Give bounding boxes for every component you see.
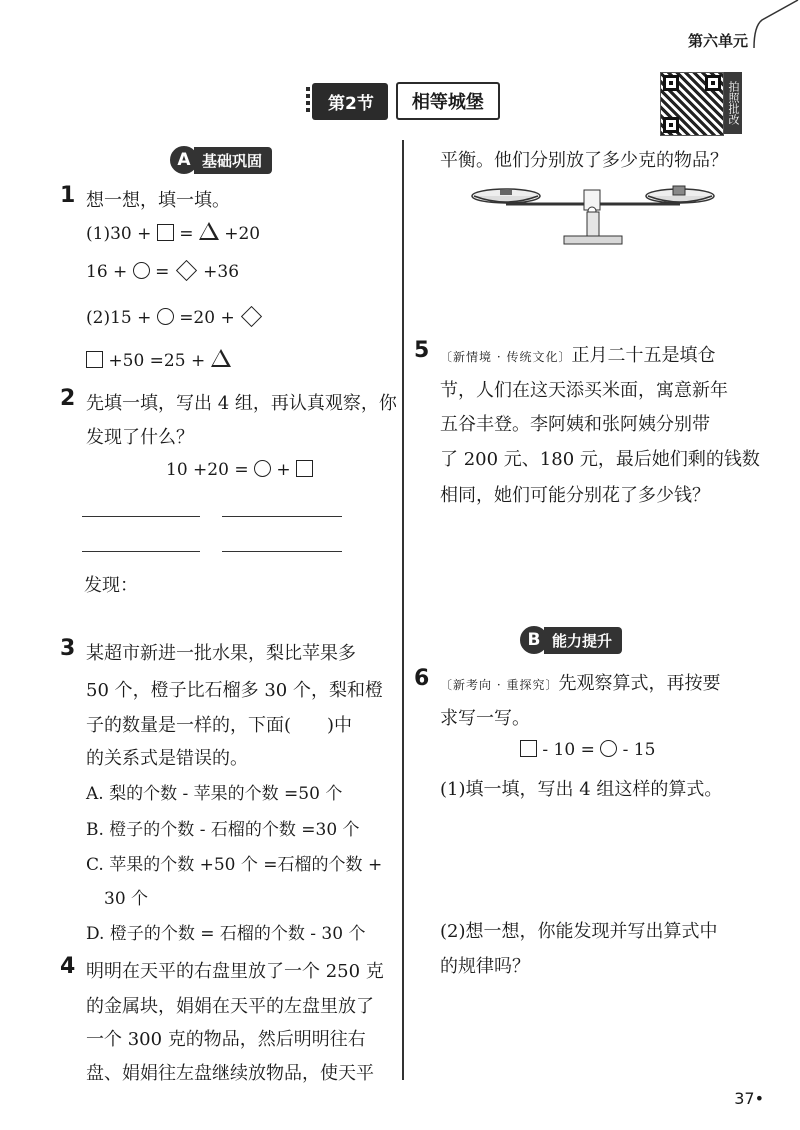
unit-label: 第六单元 — [687, 32, 748, 50]
circle-blank[interactable] — [254, 460, 271, 477]
q6-part2-line2: 的规律吗？ — [440, 956, 530, 977]
q5-line: 相同，她们可能分别花了多少钱？ — [440, 485, 710, 506]
section-name: 相等城堡 — [396, 82, 500, 120]
section-a-badge — [170, 146, 272, 174]
answer-line[interactable] — [82, 551, 200, 552]
q6-part1: (1)填一填，写出 4 组这样的算式。 — [440, 779, 723, 800]
section-title — [312, 84, 500, 118]
q3-option-b[interactable]: B. 橙子的个数 - 石榴的个数 =30 个 — [86, 820, 360, 840]
q2-equation: 10 +20 = + — [166, 460, 313, 480]
diamond-blank[interactable] — [241, 306, 262, 327]
section-a-label: 基础巩固 — [194, 147, 272, 174]
q6-line1: 〔新考向 · 重探究〕先观察算式，再按要 — [440, 673, 721, 694]
q4-line: 明明在天平的右盘里放了一个 250 克 — [86, 961, 384, 982]
q4-line: 一个 300 克的物品，然后明明往右 — [86, 1029, 366, 1050]
q6-equation: - 10 = - 15 — [520, 740, 655, 760]
q1-line4: +50 =25 + — [86, 349, 231, 371]
q4-continuation: 平衡。他们分别放了多少克的物品？ — [440, 150, 728, 171]
q5-line: 节，人们在这天添买米面，寓意新年 — [440, 380, 728, 401]
q4-line: 的金属块，娟娟在天平的左盘里放了 — [86, 996, 374, 1017]
q3-option-c-cont: 30 个 — [104, 889, 149, 909]
q3-option-a[interactable]: A. 梨的个数 - 苹果的个数 =50 个 — [86, 784, 343, 804]
q3-line: 50 个，橙子比石榴多 30 个，梨和橙 — [86, 680, 383, 701]
q1-stem: 想一想，填一填。 — [86, 190, 230, 211]
q3-option-d[interactable]: D. 橙子的个数 = 石榴的个数 - 30 个 — [86, 924, 366, 944]
circle-blank[interactable] — [133, 262, 150, 279]
answer-line[interactable] — [222, 551, 342, 552]
section-number: 第2节 — [312, 83, 388, 120]
q1-line3: (2)15 + =20 + — [86, 308, 263, 328]
q4-line: 盘、娟娟往左盘继续放物品，使天平 — [86, 1063, 374, 1084]
q5-line: 五谷丰登。李阿姨和张阿姨分别带 — [440, 414, 710, 435]
q6-part2-line1: (2)想一想，你能发现并写出算式中 — [440, 921, 718, 942]
triangle-blank[interactable] — [199, 222, 219, 240]
q4-number: 4 — [60, 954, 76, 979]
answer-line[interactable] — [82, 516, 200, 517]
q3-line: 子的数量是一样的，下面( )中 — [86, 715, 353, 736]
circle-blank[interactable] — [600, 740, 617, 757]
q3-line: 的关系式是错误的。 — [86, 748, 248, 769]
q3-option-c[interactable]: C. 苹果的个数 +50 个 =石榴的个数 + — [86, 855, 383, 875]
q1-line2: 16 + = +36 — [86, 262, 239, 282]
q5-number: 5 — [414, 338, 430, 363]
diamond-blank[interactable] — [176, 260, 197, 281]
q2-found-label: 发现： — [84, 575, 138, 596]
q1-number: 1 — [60, 183, 76, 208]
square-blank[interactable] — [520, 740, 537, 757]
qr-code[interactable] — [660, 72, 724, 136]
q6-line2: 求写一写。 — [440, 708, 530, 729]
q5-line1: 〔新情境 · 传统文化〕正月二十五是填仓 — [440, 345, 716, 366]
q6-tag: 〔新考向 · 重探究〕 — [440, 678, 559, 692]
q2-line1: 先填一填，写出 4 组，再认真观察，你 — [86, 393, 397, 414]
square-blank[interactable] — [157, 224, 174, 241]
qr-photo-correct-label[interactable]: 拍照批改 — [724, 72, 742, 134]
corner-decoration — [740, 0, 800, 50]
answer-line[interactable] — [222, 516, 342, 517]
q5-tag: 〔新情境 · 传统文化〕 — [440, 350, 572, 364]
balance-scale-image — [468, 178, 718, 248]
q1-line1: (1)30 + = +20 — [86, 224, 261, 244]
q2-number: 2 — [60, 386, 76, 411]
q5-line: 了 200 元、180 元，最后她们剩的钱数 — [440, 449, 760, 470]
circle-blank[interactable] — [157, 308, 174, 325]
column-divider — [402, 140, 404, 1080]
q3-line: 某超市新进一批水果，梨比苹果多 — [86, 643, 356, 664]
q6-number: 6 — [414, 666, 430, 691]
q3-number: 3 — [60, 636, 76, 661]
section-b-letter: B — [520, 626, 548, 654]
section-b-label: 能力提升 — [544, 627, 622, 654]
page-number: 37• — [734, 1089, 764, 1108]
square-blank[interactable] — [86, 351, 103, 368]
q2-line2: 发现了什么？ — [86, 427, 194, 448]
triangle-blank[interactable] — [211, 349, 231, 367]
square-blank[interactable] — [296, 460, 313, 477]
section-b-badge — [520, 626, 622, 654]
section-a-letter: A — [170, 146, 198, 174]
